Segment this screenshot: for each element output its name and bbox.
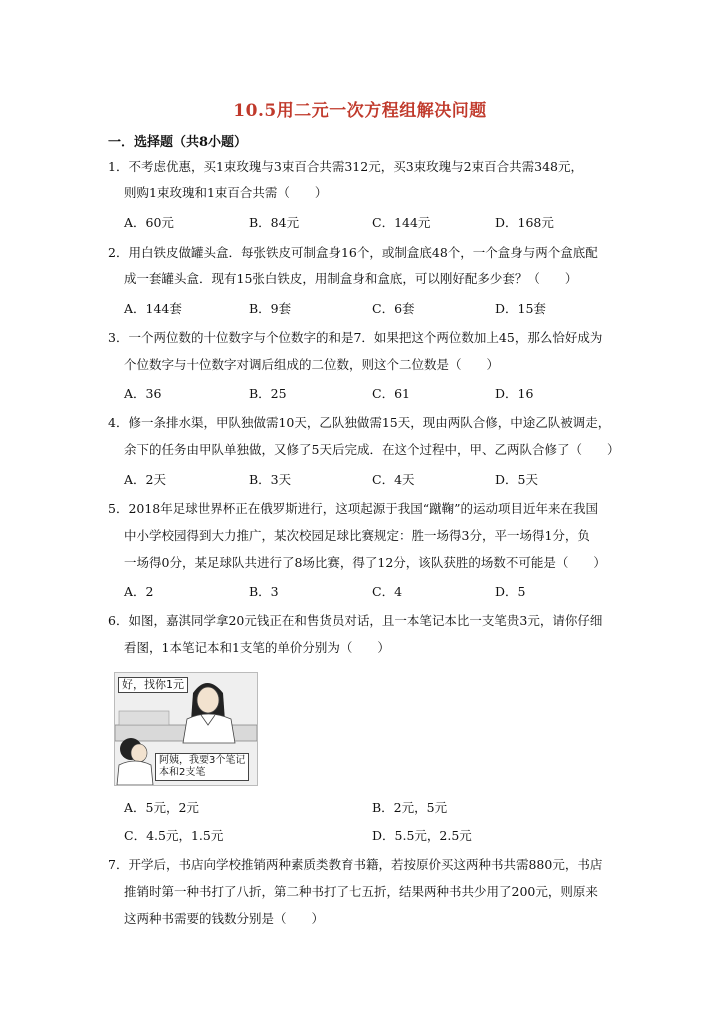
question-5-option-b: B．3 (249, 584, 279, 599)
student-speech-line-1: 阿姨，我要3个笔记 (159, 755, 246, 766)
clerk-speech-bubble: 好，找你1元 (118, 677, 188, 693)
question-4-option-a: A．2天 (124, 472, 166, 487)
question-4-option-d: D．5天 (495, 472, 538, 487)
question-1-option-d: D．168元 (495, 215, 554, 230)
question-6-option-b: B．2元，5元 (372, 800, 448, 815)
question-6-line-1: 6．如图，嘉淇同学拿20元钱正在和售货员对话，且一本笔记本比一支笔贵3元，请你仔细 (108, 613, 603, 628)
question-6-option-c: C．4.5元，1.5元 (124, 828, 224, 843)
question-3-line-2: 个位数字与十位数字对调后组成的二位数，则这个二位数是（ ） (124, 357, 500, 372)
question-5-line-2: 中小学校园得到大力推广，某次校园足球比赛规定：胜一场得3分，平一场得1分，负 (124, 528, 590, 543)
question-6-line-2: 看图，1本笔记本和1支笔的单价分别为（ ） (124, 640, 390, 655)
question-4-line-2: 余下的任务由甲队单独做，又修了5天后完成．在这个过程中，甲、乙两队合修了（ ） (124, 442, 620, 457)
question-2-line-1: 2．用白铁皮做罐头盒．每张铁皮可制盒身16个，或制盒底48个，一个盒身与两个盒底配 (108, 245, 598, 260)
question-2-option-a: A．144套 (124, 301, 182, 316)
question-2-option-b: B．9套 (249, 301, 292, 316)
student-speech-bubble (155, 753, 249, 781)
question-3-option-c: C．61 (372, 386, 410, 401)
question-3-option-b: B．25 (249, 386, 287, 401)
question-7-line-1: 7．开学后，书店向学校推销两种素质类教育书籍，若按原价买这两种书共需880元，书店 (108, 857, 603, 872)
question-1-option-b: B．84元 (249, 215, 300, 230)
section-heading: 一．选择题（共8小题） (108, 135, 248, 150)
question-4-line-1: 4．修一条排水渠，甲队独做需10天，乙队独做需15天，现由两队合修，中途乙队被调走， (108, 415, 611, 430)
question-2-option-d: D．15套 (495, 301, 546, 316)
question-7-line-3: 这两种书需要的钱数分别是（ ） (124, 911, 325, 926)
question-5-line-3: 一场得0分，某足球队共进行了8场比赛，得了12分，该队获胜的场数不可能是（ ） (124, 555, 606, 570)
question-2-line-2: 成一套罐头盒．现有15张白铁皮，用制盒身和盒底，可以刚好配多少套？（ ） (124, 271, 578, 286)
question-1-option-a: A．60元 (124, 215, 174, 230)
question-5-option-a: A．2 (124, 584, 154, 599)
question-1-line-2: 则购1束玫瑰和1束百合共需（ ） (124, 185, 328, 200)
question-5-option-d: D．5 (495, 584, 526, 599)
question-3-option-a: A．36 (124, 386, 162, 401)
shop-illustration (114, 672, 258, 786)
student-speech-line-2: 本和2支笔 (159, 767, 206, 778)
question-5-option-c: C．4 (372, 584, 403, 599)
question-2-option-c: C．6套 (372, 301, 415, 316)
question-7-line-2: 推销时第一种书打了八折，第二种书打了七五折，结果两种书共少用了200元，则原来 (124, 884, 598, 899)
question-3-option-d: D．16 (495, 386, 534, 401)
page-title: 10.5用二元一次方程组解决问题 (233, 101, 487, 121)
question-1-option-c: C．144元 (372, 215, 431, 230)
question-6-option-a: A．5元，2元 (124, 800, 199, 815)
question-1-line-1: 1．不考虑优惠，买1束玫瑰与3束百合共需312元，买3束玫瑰与2束百合共需348元， (108, 159, 583, 174)
question-3-line-1: 3．一个两位数的十位数字与个位数字的和是7．如果把这个两位数加上45，那么恰好成为 (108, 330, 603, 345)
question-4-option-b: B．3天 (249, 472, 292, 487)
question-5-line-1: 5．2018年足球世界杯正在俄罗斯进行，这项起源于我国“蹴鞠”的运动项目近年来在我国 (108, 501, 599, 516)
question-4-option-c: C．4天 (372, 472, 415, 487)
question-6-option-d: D．5.5元，2.5元 (372, 828, 472, 843)
